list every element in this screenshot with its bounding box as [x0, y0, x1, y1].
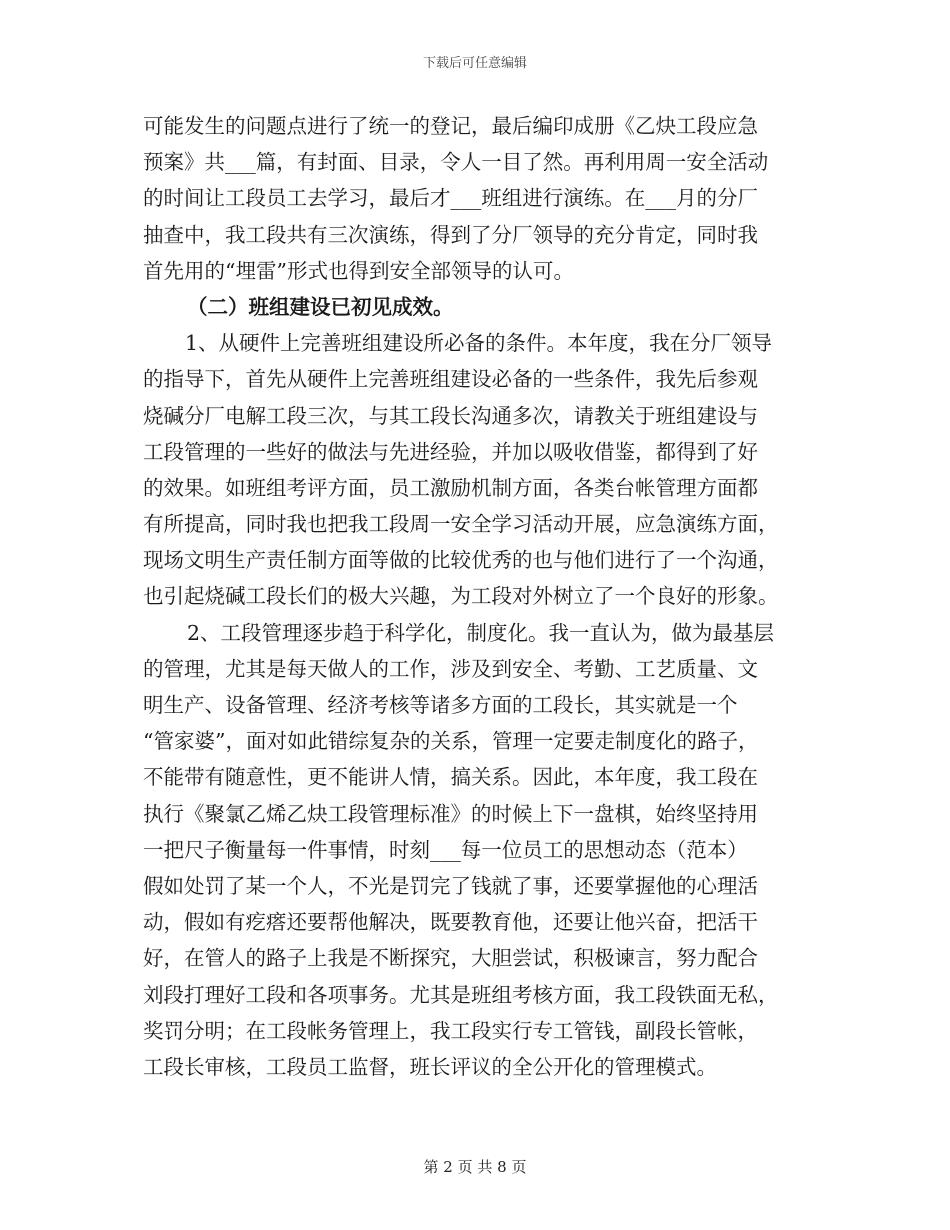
text-line: 1、从硬件上完善班组建设所必备的条件。本年度，我在分厂领导: [185, 331, 773, 356]
text-line: 假如处罚了某一个人，不光是罚完了钱就了事，还要掌握他的心理活: [143, 873, 758, 898]
text-line: 抽查中，我工段共有三次演练，得到了分厂领导的充分肯定，同时我: [143, 222, 758, 247]
text-line: 也引起烧碱工段长们的极大兴趣，为工段对外树立了一个良好的形象。: [143, 584, 779, 609]
text-line: 不能带有随意性，更不能讲人情，搞关系。因此，本年度，我工段在: [143, 765, 758, 790]
text-line: 一把尺子衡量每一件事情，时刻___每一位员工的思想动态（范本）: [143, 837, 748, 862]
text-line: 的效果。如班组考评方面，员工激励机制方面，各类台帐管理方面都: [143, 475, 758, 500]
text-line: 的管理，尤其是每天做人的工作，涉及到安全、考勤、工艺质量、文: [143, 656, 758, 681]
text-line: 烧碱分厂电解工段三次，与其工段长沟通多次，请教关于班组建设与: [143, 403, 758, 428]
text-line: 现场文明生产责任制方面等做的比较优秀的也与他们进行了一个沟通，: [143, 548, 779, 573]
text-line: 工段长审核，工段员工监督，班长评议的全公开化的管理模式。: [143, 1054, 717, 1079]
text-line: 首先用的“埋雷”形式也得到安全部领导的认可。: [143, 258, 574, 283]
text-line: 执行《聚氯乙烯乙炔工段管理标准》的时候上下一盘棋，始终坚持用: [143, 801, 758, 826]
text-line: 刘段打理好工段和各项事务。尤其是班组考核方面，我工段铁面无私，: [143, 982, 779, 1007]
page-header: 下载后可任意编辑: [422, 56, 527, 71]
text-line: “管家婆”，面对如此错综复杂的关系，管理一定要走制度化的路子，: [143, 729, 759, 754]
text-line: 动，假如有疙瘩还要帮他解决，既要教育他，还要让他兴奋，把活干: [143, 910, 758, 935]
text-line: 好，在管人的路子上我是不断探究，大胆尝试，积极谏言，努力配合: [143, 946, 758, 971]
text-line: 可能发生的问题点进行了统一的登记，最后编印成册《乙炔工段应急: [143, 114, 758, 138]
document-body: [143, 108, 811, 1085]
text-line: 2、工段管理逐步趋于科学化，制度化。我一直认为，做为最基层: [187, 620, 775, 645]
text-line: 的时间让工段员工去学习，最后才___班组进行演练。在___月的分厂: [143, 186, 758, 211]
section-heading: （二）班组建设已初见成效。: [187, 294, 454, 319]
text-line: 的指导下，首先从硬件上完善班组建设必备的一些条件，我先后参观: [143, 367, 758, 392]
text-line: 有所提高，同时我也把我工段周一安全学习活动开展，应急演练方面，: [143, 512, 779, 537]
page-footer: 第 2 页 共 8 页: [423, 1158, 527, 1176]
text-line: 奖罚分明；在工段帐务管理上，我工段实行专工管钱，副段长管帐，: [143, 1018, 758, 1043]
text-line: 预案》共___篇，有封面、目录，令人一目了然。再利用周一安全活动: [143, 150, 769, 175]
text-line: 工段管理的一些好的做法与先进经验，并加以吸收借鉴，都得到了好: [143, 439, 758, 464]
text-line: 明生产、设备管理、经济考核等诸多方面的工段长，其实就是一个: [143, 693, 738, 717]
